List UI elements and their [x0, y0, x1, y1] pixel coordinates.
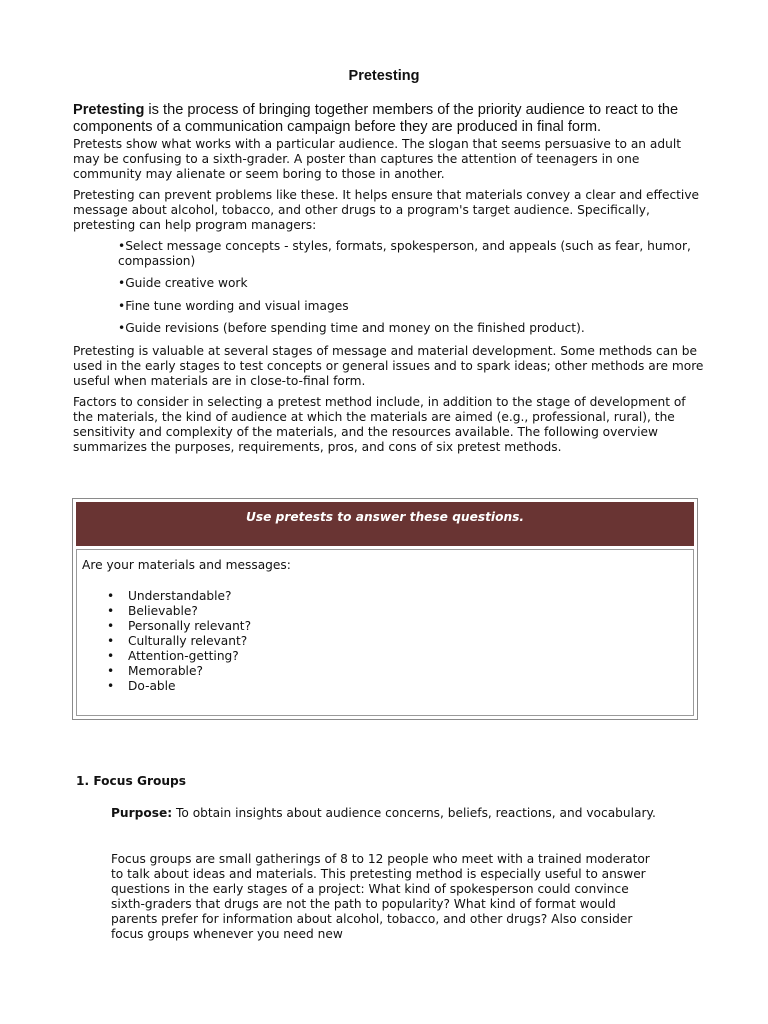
bullet-icon: •	[107, 649, 115, 663]
question-text: Culturally relevant?	[128, 634, 248, 648]
question-text: Do-able	[128, 679, 176, 693]
question-item	[107, 604, 251, 619]
bullet-icon: •	[107, 619, 115, 633]
question-item	[107, 664, 251, 679]
questions-box-header: Use pretests to answer these questions.	[76, 502, 694, 546]
question-text: Understandable?	[128, 589, 232, 603]
manager-bullet-item: •Guide creative work	[118, 276, 248, 290]
paragraph-factors: Factors to consider in selecting a pretest method include, in addition to the stage of development of the materials, the kind of audience at which the materials are aimed (e.g., professional, rural), the sensitivity and complexity of the materials, and the resources available. The following overview summarizes the purposes, requirements, pros, and cons of six pretest methods.	[73, 395, 686, 454]
bullet-icon: •	[107, 634, 115, 648]
question-text: Memorable?	[128, 664, 203, 678]
manager-bullet-item: •Select message concepts - styles, formats, spokesperson, and appeals (such as fear, humor, compassion)	[118, 239, 691, 268]
questions-lead: Are your materials and messages:	[82, 558, 291, 572]
question-item	[107, 634, 251, 649]
manager-bullet-item: •Fine tune wording and visual images	[118, 299, 349, 313]
manager-bullet-list-4	[118, 321, 698, 336]
section-heading-focus-groups: 1. Focus Groups	[76, 774, 186, 788]
questions-list	[107, 589, 251, 694]
bullet-icon: •	[107, 679, 115, 693]
intro-text: is the process of bringing together members of the priority audience to react to the components of a communication campaign before they are produced in final form.	[73, 102, 679, 135]
bullet-icon: •	[107, 664, 115, 678]
questions-box-body	[76, 549, 694, 716]
manager-bullet-list-3	[118, 299, 698, 314]
manager-bullet-list-2	[118, 276, 698, 291]
question-item	[107, 589, 251, 604]
questions-box	[72, 498, 698, 720]
question-text: Personally relevant?	[128, 619, 252, 633]
question-item	[107, 619, 251, 634]
manager-bullet-list	[118, 239, 698, 269]
intro-paragraph	[73, 102, 703, 136]
bullet-icon: •	[107, 589, 115, 603]
purpose-text: To obtain insights about audience concerns, beliefs, reactions, and vocabulary.	[172, 806, 656, 820]
paragraph-pretests-show: Pretests show what works with a particular audience. The slogan that seems persuasive to an adult may be confusing to a sixth-grader. A poster than captures the attention of teenagers in one community may alienate or seem boring to those in another.	[73, 137, 681, 181]
intro-term: Pretesting	[73, 102, 145, 118]
question-text: Believable?	[128, 604, 198, 618]
page-title: Pretesting	[348, 68, 420, 84]
focus-groups-description: Focus groups are small gatherings of 8 to 12 people who meet with a trained moderator to talk about ideas and materials. This pretesting method is especially useful to answer questions in the early stages of a project: What kind of spokesperson could convince sixth-graders that drugs are not the path to popularity? What kind of format would parents prefer for information about alcohol, tobacco, and other drugs? Also consider focus groups whenever you need new	[111, 852, 650, 941]
question-item	[107, 679, 251, 694]
purpose-label: Purpose:	[111, 806, 173, 820]
paragraph-prevent-problems: Pretesting can prevent problems like these. It helps ensure that materials convey a clear and effective message about alcohol, tobacco, and other drugs to a program's target audience. Specifically, pretesting can help program managers:	[73, 188, 700, 232]
purpose-paragraph	[111, 806, 659, 821]
paragraph-valuable-stages: Pretesting is valuable at several stages of message and material development. Some methods can be used in the early stages to test concepts or general issues and to spark ideas; other methods are more useful when materials are in close-to-final form.	[73, 344, 704, 388]
question-item	[107, 649, 251, 664]
question-text: Attention-getting?	[128, 649, 239, 663]
bullet-icon: •	[107, 604, 115, 618]
manager-bullet-item: •Guide revisions (before spending time and money on the finished product).	[118, 321, 585, 335]
